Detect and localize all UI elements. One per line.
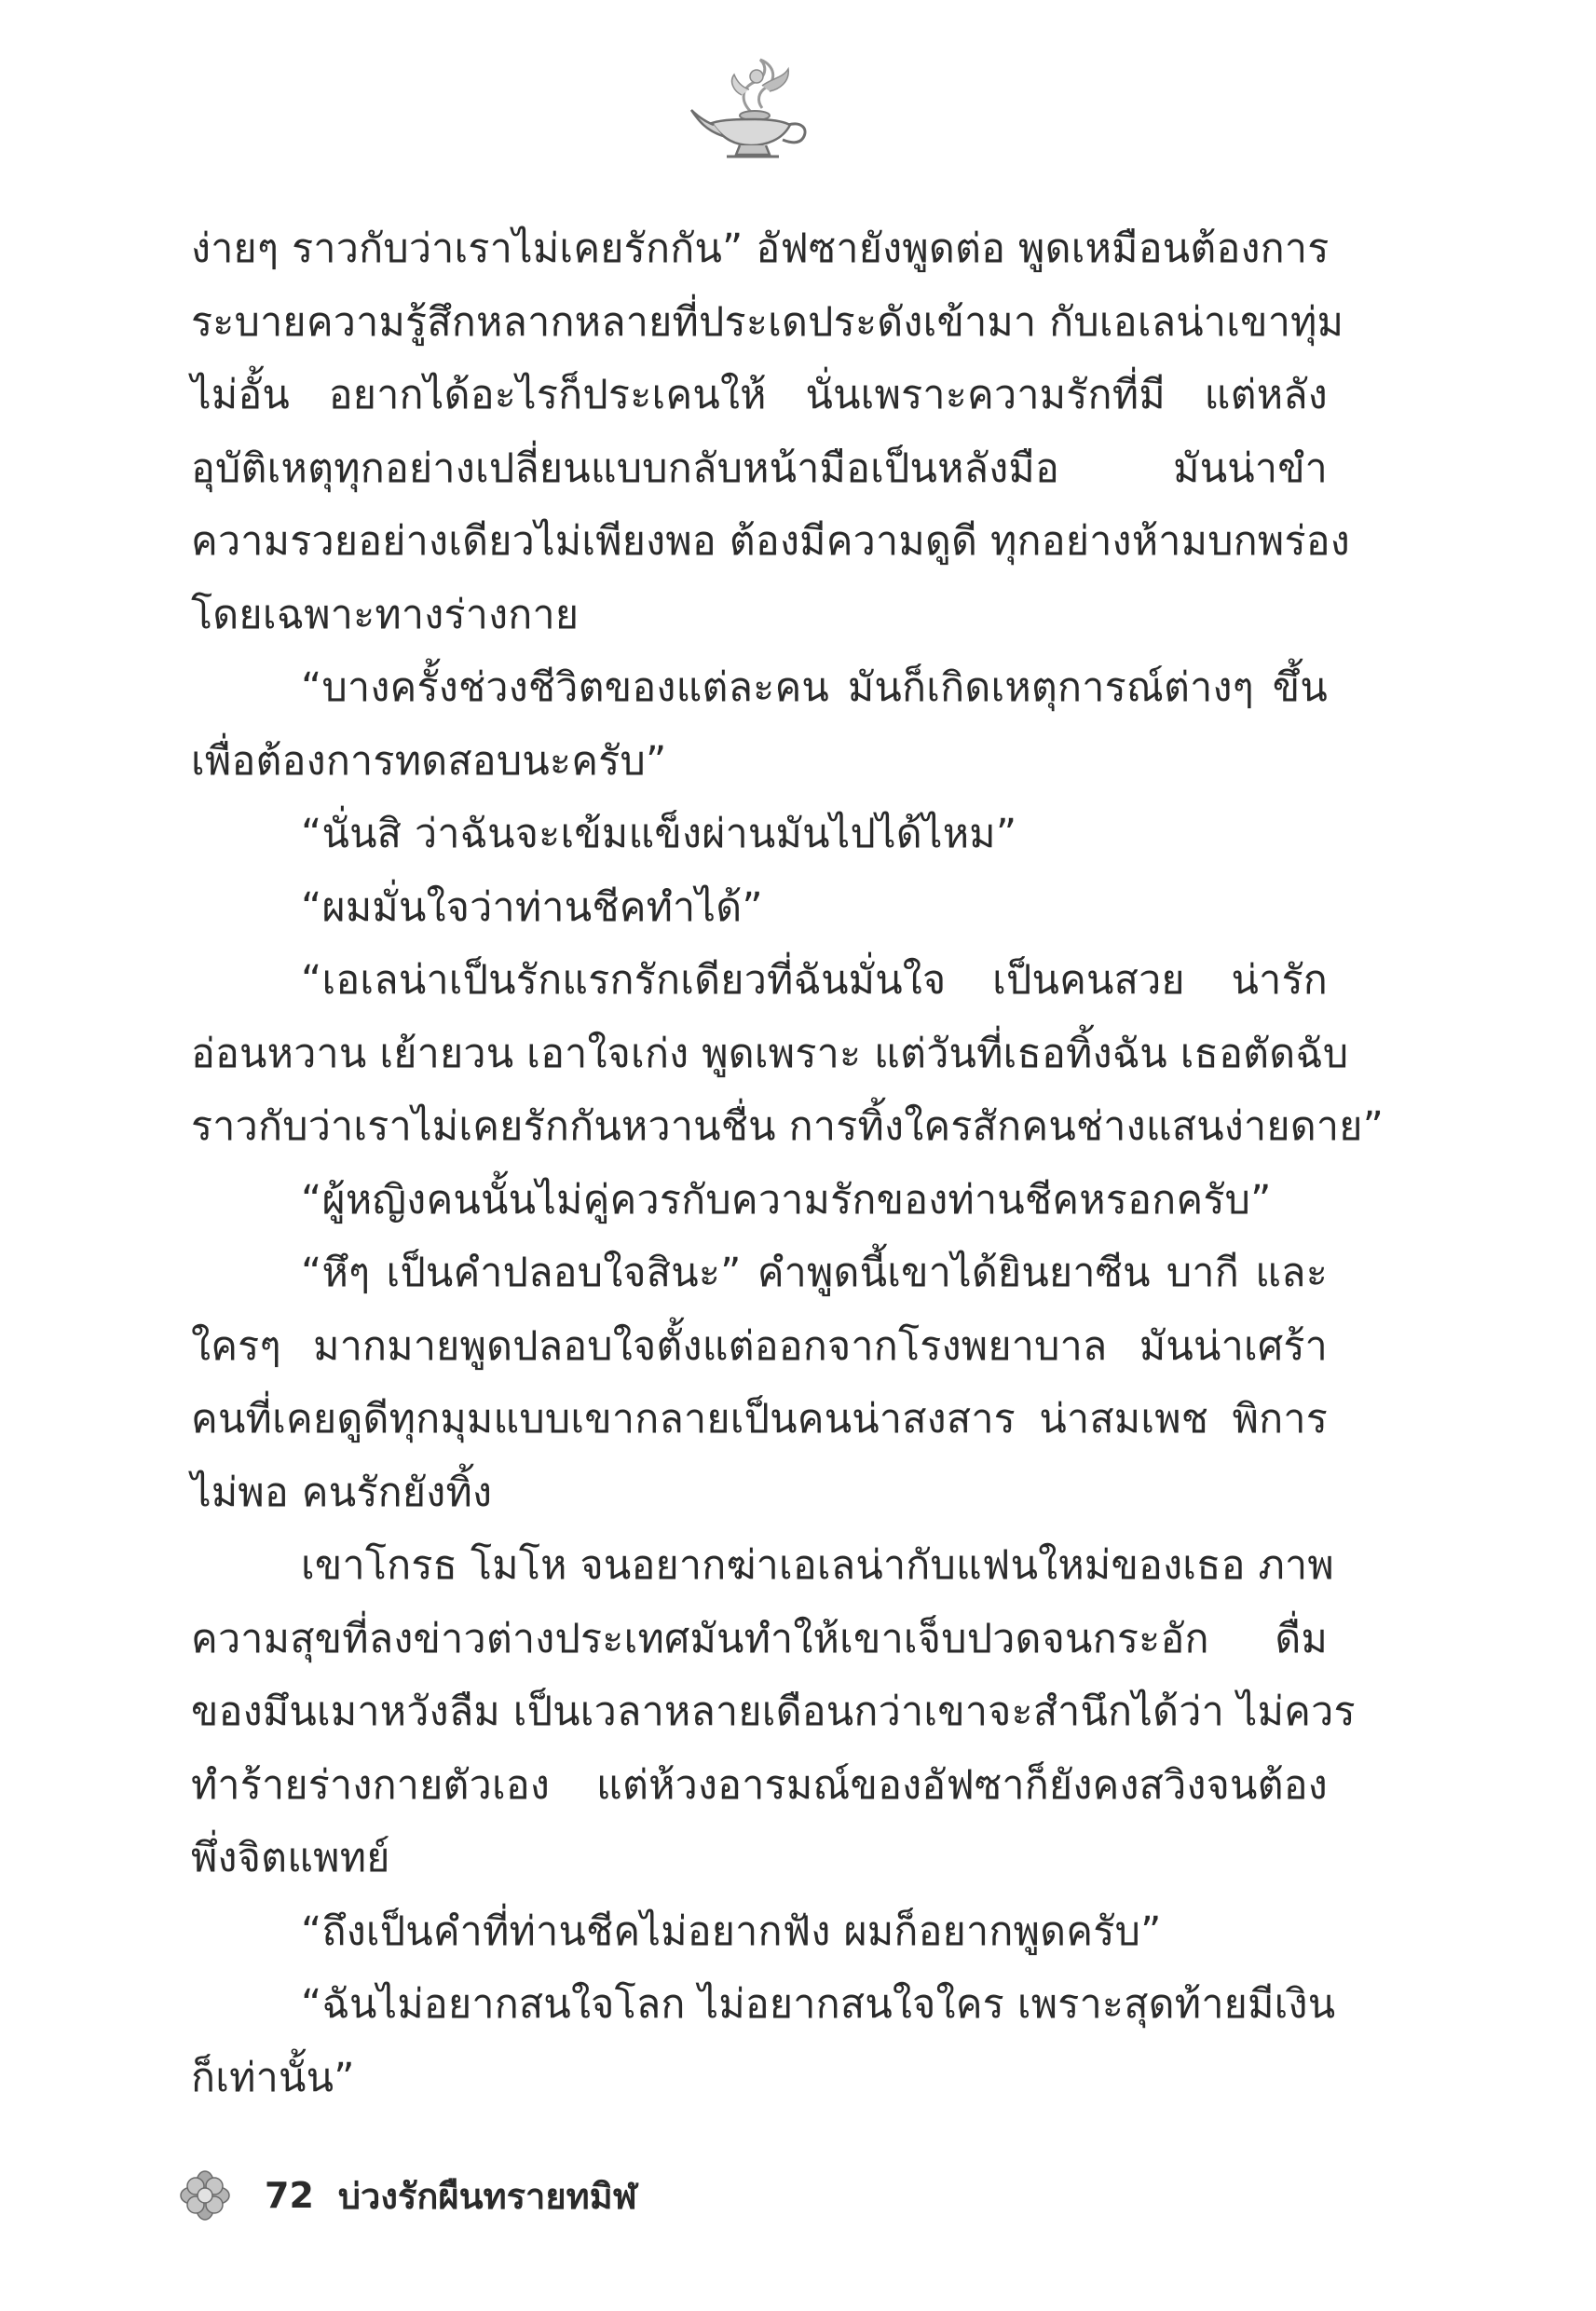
text-line: เขาโกรธ โมโห จนอยากฆ่าเอเลน่ากับแฟนใหม่ของเธอ ภาพ xyxy=(301,1542,1334,1589)
paragraph xyxy=(191,1164,1328,1238)
text-line: ทำร้ายร่างกายตัวเอง แต่ห้วงอารมณ์ของอัฟซาก็ยังคงสวิงจนต้อง xyxy=(191,1761,1328,1809)
text-line: อ่อนหวาน เย้ายวน เอาใจเก่ง พูดเพราะ แต่วันที่เธอทิ้งฉัน เธอตัดฉับ xyxy=(191,1030,1349,1077)
text-line: คนที่เคยดูดีทุกมุมแบบเขากลายเป็นคนน่าสงสาร น่าสมเพช พิการ xyxy=(191,1396,1328,1443)
text-line: ราวกับว่าเราไม่เคยรักกันหวานชื่น การทิ้งใครสักคนช่างแสนง่ายดาย” xyxy=(191,1103,1385,1150)
text-line: เพื่อต้องการทดสอบนะครับ” xyxy=(191,737,667,785)
text-line: “บางครั้งช่วงชีวิตของแต่ละคน มันก็เกิดเหตุการณ์ต่างๆ ขึ้น xyxy=(301,664,1328,711)
paragraph xyxy=(191,944,1385,1164)
text-line: โดยเฉพาะทางร่างกาย xyxy=(191,591,580,638)
genie-lamp-icon xyxy=(686,54,816,166)
text-line: ระบายความรู้สึกหลากหลายที่ประเดประดังเข้ามา กับเอเลน่าเขาทุ่ม xyxy=(191,298,1344,346)
text-line: ง่ายๆ ราวกับว่าเราไม่เคยรักกัน” อัฟซายังพูดต่อ พูดเหมือนต้องการ xyxy=(191,226,1330,272)
paragraph xyxy=(191,1968,1336,2114)
page-footer xyxy=(177,2167,637,2223)
paragraph xyxy=(191,212,1350,651)
text-line: ไม่พอ คนรักยังทิ้ง xyxy=(191,1469,493,1516)
text-line: ก็เท่านั้น” xyxy=(191,2054,355,2101)
text-line: “หึๆ เป็นคำปลอบใจสินะ” คำพูดนี้เขาได้ยินยาซีน บากี และ xyxy=(301,1250,1328,1296)
paragraph xyxy=(191,1237,1328,1529)
paragraph xyxy=(191,1895,1328,1969)
text-line: ความรวยอย่างเดียวไม่เพียงพอ ต้องมีความดูดี ทุกอย่างห้ามบกพร่อง xyxy=(191,518,1350,565)
text-line: พึ่งจิตแพทย์ xyxy=(191,1835,390,1881)
text-line: อุบัติเหตุทุกอย่างเปลี่ยนแบบกลับหน้ามือเป็นหลังมือ มันน่าขำ xyxy=(191,444,1328,492)
text-line: “ถึงเป็นคำที่ท่านชีคไม่อยากฟัง ผมก็อยากพูดครับ” xyxy=(301,1908,1162,1955)
text-line: “นั่นสิ ว่าฉันจะเข้มแข็งผ่านมันไปได้ไหม” xyxy=(301,811,1017,857)
page-number: 72 xyxy=(265,2175,314,2216)
paragraph xyxy=(191,651,1328,798)
text-line: “ฉันไม่อยากสนใจโลก ไม่อยากสนใจใคร เพราะสุดท้ายมีเงิน xyxy=(301,1981,1336,2028)
paragraph xyxy=(191,1529,1356,1895)
paragraph xyxy=(191,871,1328,945)
text-line: ความสุขที่ลงข่าวต่างประเทศมันทำให้เขาเจ็บปวดจนกระอัก ดื่ม xyxy=(191,1615,1328,1662)
text-line: ของมึนเมาหวังลืม เป็นเวลาหลายเดือนกว่าเขาจะสำนึกได้ว่า ไม่ควร xyxy=(191,1689,1356,1735)
text-line: “ผู้หญิงคนนั้นไม่คู่ควรกับความรักของท่านชีคหรอกครับ” xyxy=(301,1176,1272,1224)
text-line: ใครๆ มากมายพูดปลอบใจตั้งแต่ออกจากโรงพยาบาล มันน่าเศร้า xyxy=(191,1322,1328,1370)
text-line: “เอเลน่าเป็นรักแรกรักเดียวที่ฉันมั่นใจ เป็นคนสวย น่ารัก xyxy=(301,957,1328,1004)
book-title: บ่วงรักผืนทรายทมิฬ xyxy=(337,2175,637,2217)
body-text xyxy=(191,212,1385,2114)
text-line: ไม่อั้น อยากได้อะไรก็ประเคนให้ นั่นเพราะความรักที่มี แต่หลัง xyxy=(191,372,1328,418)
text-line: “ผมมั่นใจว่าท่านชีคทำได้” xyxy=(301,883,763,931)
flower-icon xyxy=(177,2167,233,2223)
paragraph xyxy=(191,798,1328,871)
